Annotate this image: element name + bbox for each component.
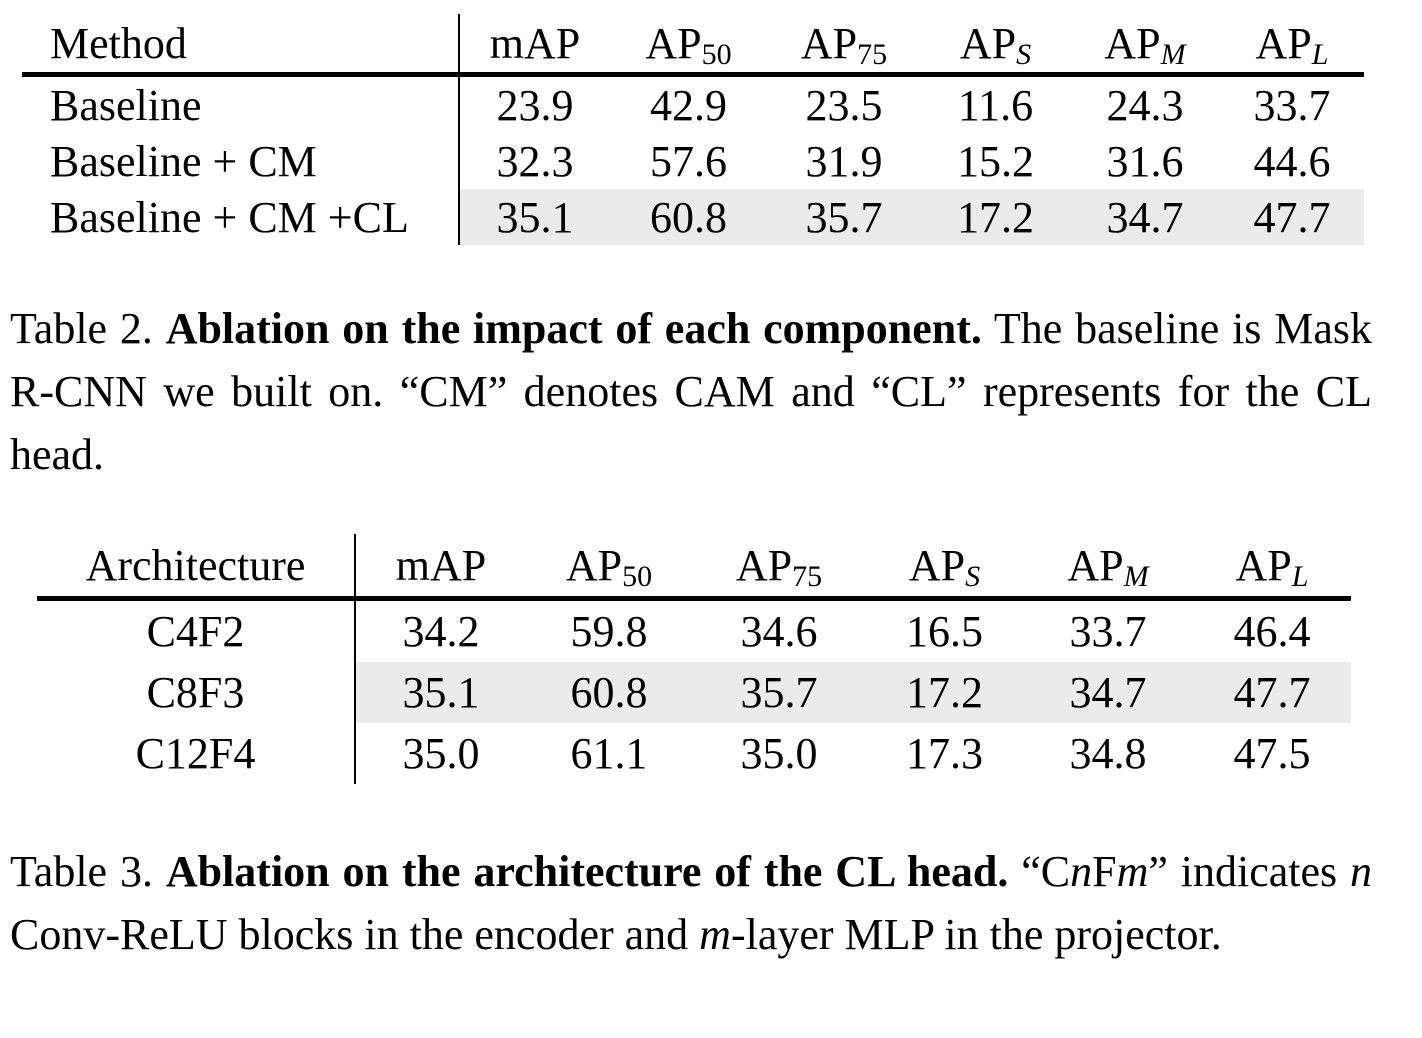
table-cell: 47.7 [1193, 662, 1351, 723]
table-cell: 15.2 [957, 136, 1034, 186]
table-cell: 24.3 [1106, 80, 1184, 130]
table-cell: 44.6 [1253, 136, 1331, 186]
table-row-highlighted [22, 189, 1364, 245]
table-cell: 60.8 [526, 662, 692, 723]
column-header: $AP_{75}$ [692, 534, 866, 599]
table-3-caption [10, 840, 1372, 966]
column-header: $AP_{50}$ [526, 534, 692, 599]
table-cell: 42.9 [650, 80, 727, 130]
table-header-row [37, 534, 1351, 599]
table-cell: 47.7 [1220, 189, 1364, 245]
table-header-row [22, 14, 1364, 75]
table-2-caption [10, 297, 1372, 486]
column-header: mAP [355, 534, 526, 599]
table-cell: 32.3 [496, 136, 574, 186]
table-cell: 17.2 [866, 662, 1023, 723]
column-header: mAP [459, 14, 610, 75]
column-header: $AP_M$ [1070, 14, 1220, 75]
table-row [22, 133, 1364, 189]
table-cell: 33.7 [1253, 80, 1331, 130]
table-cell: 35.0 [402, 729, 480, 778]
table-cell: 16.5 [906, 607, 983, 656]
column-header: $AP_L$ [1193, 534, 1351, 599]
table-cell: 23.9 [496, 80, 574, 130]
column-header-method: Method [22, 14, 459, 75]
column-header: $AP_{75}$ [767, 14, 921, 75]
table-row [22, 75, 1364, 134]
table-cell: 34.7 [1023, 662, 1193, 723]
table-cell: 47.5 [1233, 729, 1311, 778]
table-cell: 35.0 [740, 729, 818, 778]
table-cell: 35.7 [692, 662, 866, 723]
column-header: $AP_{50}$ [610, 14, 767, 75]
row-label: Baseline + CM [22, 133, 459, 189]
row-label: C4F2 [37, 599, 355, 663]
table-cell: 34.7 [1070, 189, 1220, 245]
caption-text: The baseline is Mask R-CNN we built on. “CM” denotes CAM and “CL” represents for the CL head. [10, 304, 1372, 479]
table-cell: 35.1 [355, 662, 526, 723]
table-cell: 57.6 [650, 136, 727, 186]
table-row [37, 599, 1351, 663]
table-cell: 59.8 [570, 607, 648, 656]
table-cell: 23.5 [805, 80, 883, 130]
column-header: $AP_S$ [921, 14, 1070, 75]
table-cell: 31.6 [1106, 136, 1184, 186]
caption-notation: “CnFm” [1021, 847, 1168, 896]
row-label: C12F4 [37, 723, 355, 784]
table-row [37, 723, 1351, 784]
table-row-highlighted [37, 662, 1351, 723]
table-cell: 35.1 [459, 189, 610, 245]
table-cell: 34.2 [402, 607, 480, 656]
row-label: Baseline + CM +CL [22, 189, 459, 245]
caption-text: indicates n Conv-ReLU blocks in the encoder and m-layer MLP in the projector. [10, 847, 1373, 959]
row-label: C8F3 [37, 662, 355, 723]
column-header: $AP_L$ [1220, 14, 1364, 75]
caption-title: Ablation on the impact of each component. [165, 304, 982, 353]
column-header: $AP_S$ [866, 534, 1023, 599]
table-cell: 11.6 [957, 80, 1034, 130]
table-cell: 35.7 [767, 189, 921, 245]
column-header: $AP_M$ [1023, 534, 1193, 599]
table-cell: 31.9 [805, 136, 883, 186]
caption-title: Ablation on the architecture of the CL head. [165, 847, 1009, 896]
table-cell: 34.8 [1069, 729, 1147, 778]
column-header-architecture: Architecture [37, 534, 355, 599]
table-cell: 46.4 [1233, 607, 1311, 656]
table-2 [22, 14, 1364, 245]
table-cell: 34.6 [740, 607, 818, 656]
table-cell: 33.7 [1069, 607, 1147, 656]
caption-label: Table 3. [10, 847, 153, 896]
table-cell: 60.8 [610, 189, 767, 245]
table-3 [37, 534, 1351, 784]
table-cell: 17.2 [921, 189, 1070, 245]
table-cell: 17.3 [906, 729, 983, 778]
row-label: Baseline [22, 75, 459, 134]
table-cell: 61.1 [570, 729, 648, 778]
caption-label: Table 2. [10, 304, 153, 353]
